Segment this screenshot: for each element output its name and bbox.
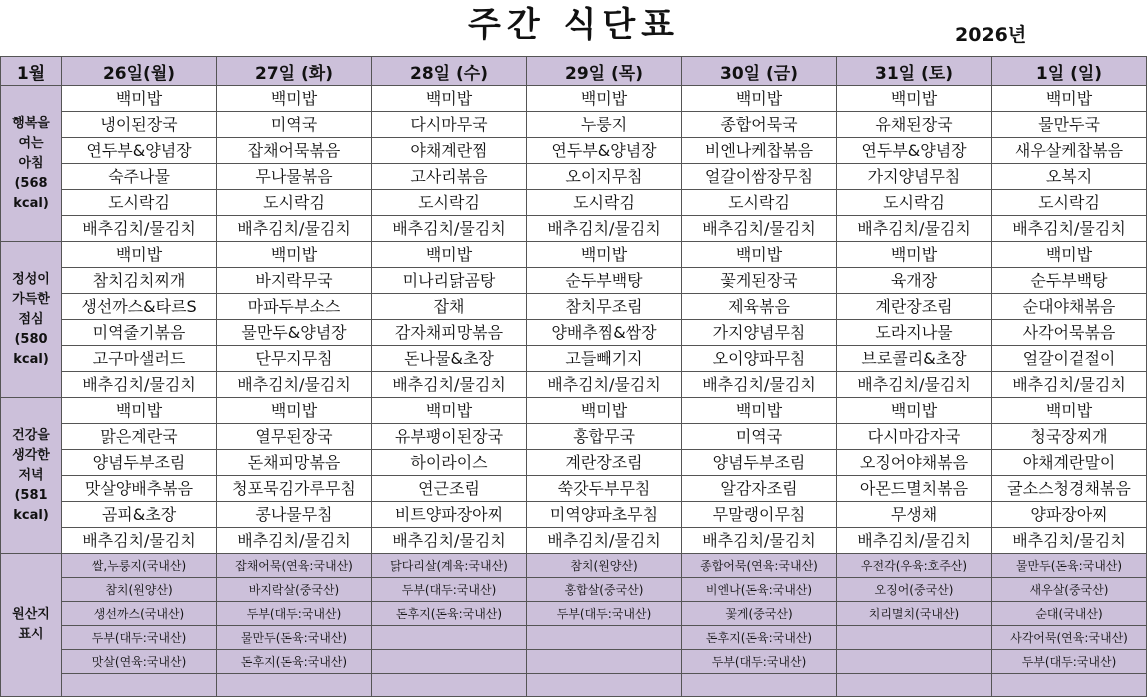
- menu-item: 하이라이스: [372, 450, 527, 476]
- section-label-line: 표시: [18, 627, 44, 642]
- menu-item: 가지양념무침: [682, 320, 837, 346]
- menu-item: 연근조림: [372, 476, 527, 502]
- menu-item: 도시락김: [837, 190, 992, 216]
- origin-item: 참치(원양산): [527, 554, 682, 578]
- section-label-line: (568: [14, 175, 48, 191]
- menu-item: 배추김치/물김치: [682, 372, 837, 398]
- origin-item: [62, 674, 217, 697]
- menu-item: 백미밥: [682, 86, 837, 112]
- menu-item: 무나물볶음: [217, 164, 372, 190]
- origin-item: 생선까스(국내산): [62, 602, 217, 626]
- menu-item: 무생채: [837, 502, 992, 528]
- menu-item: 맛살양배추볶음: [62, 476, 217, 502]
- menu-item: 물만두&양념장: [217, 320, 372, 346]
- day-header: 26일(월): [62, 57, 217, 86]
- menu-item: 감자채피망볶음: [372, 320, 527, 346]
- origin-item: 두부(대두:국내산): [527, 602, 682, 626]
- menu-item: 백미밥: [527, 86, 682, 112]
- menu-item: 배추김치/물김치: [372, 528, 527, 554]
- month-header: 1월: [1, 57, 62, 86]
- menu-item: 유채된장국: [837, 112, 992, 138]
- menu-row: [1, 502, 1147, 528]
- menu-item: 계란장조림: [527, 450, 682, 476]
- section-label-line: 점심: [18, 311, 44, 327]
- menu-item: 도라지나물: [837, 320, 992, 346]
- menu-row: [1, 424, 1147, 450]
- menu-item: 백미밥: [62, 398, 217, 424]
- menu-item: 백미밥: [217, 86, 372, 112]
- origin-item: [372, 650, 527, 674]
- menu-item: 연두부&양념장: [62, 138, 217, 164]
- origin-item: 두부(대두:국내산): [992, 650, 1147, 674]
- menu-item: 양념두부조림: [682, 450, 837, 476]
- menu-row: [1, 320, 1147, 346]
- menu-item: 열무된장국: [217, 424, 372, 450]
- menu-item: 바지락무국: [217, 268, 372, 294]
- menu-item: 백미밥: [682, 242, 837, 268]
- menu-item: 배추김치/물김치: [62, 372, 217, 398]
- menu-item: 백미밥: [992, 86, 1147, 112]
- origin-item: 닭다리살(계육:국내산): [372, 554, 527, 578]
- origin-item: 바지락살(중국산): [217, 578, 372, 602]
- section-label-line: 원산지: [12, 607, 50, 622]
- menu-item: 유부팽이된장국: [372, 424, 527, 450]
- origin-item: [682, 674, 837, 697]
- menu-item: 무말랭이무침: [682, 502, 837, 528]
- menu-item: 미역양파초무침: [527, 502, 682, 528]
- origin-row: [1, 674, 1147, 697]
- menu-item: 배추김치/물김치: [62, 216, 217, 242]
- menu-item: 백미밥: [372, 242, 527, 268]
- menu-item: 배추김치/물김치: [837, 216, 992, 242]
- menu-item: 단무지무침: [217, 346, 372, 372]
- menu-item: 얼갈이겉절이: [992, 346, 1147, 372]
- menu-row: [1, 372, 1147, 398]
- menu-item: 도시락김: [217, 190, 372, 216]
- menu-item: 오이양파무침: [682, 346, 837, 372]
- menu-item: 배추김치/물김치: [527, 372, 682, 398]
- page-title: 주간 식단표: [467, 5, 681, 45]
- origin-item: 물만두(돈육:국내산): [217, 626, 372, 650]
- menu-item: 꽃게된장국: [682, 268, 837, 294]
- menu-item: 맑은계란국: [62, 424, 217, 450]
- menu-item: 백미밥: [992, 398, 1147, 424]
- origin-item: 꽃게(중국산): [682, 602, 837, 626]
- section-label-line: 행복을: [12, 115, 50, 131]
- origin-item: 종합어묵(연육:국내산): [682, 554, 837, 578]
- menu-item: 쑥갓두부무침: [527, 476, 682, 502]
- menu-item: 곰피&초장: [62, 502, 217, 528]
- origin-row: [1, 602, 1147, 626]
- menu-item: 백미밥: [682, 398, 837, 424]
- menu-item: 미나리닭곰탕: [372, 268, 527, 294]
- menu-row: [1, 112, 1147, 138]
- origin-row: [1, 626, 1147, 650]
- menu-item: 양파장아찌: [992, 502, 1147, 528]
- menu-item: 잡채: [372, 294, 527, 320]
- menu-item: 냉이된장국: [62, 112, 217, 138]
- origin-item: [372, 674, 527, 697]
- origin-item: [527, 674, 682, 697]
- origin-item: 돈후지(돈육:국내산): [217, 650, 372, 674]
- menu-item: 배추김치/물김치: [992, 528, 1147, 554]
- menu-item: 백미밥: [62, 242, 217, 268]
- menu-item: 굴소스청경채볶음: [992, 476, 1147, 502]
- menu-item: 사각어묵볶음: [992, 320, 1147, 346]
- menu-item: 청국장찌개: [992, 424, 1147, 450]
- origin-row: [1, 554, 1147, 578]
- menu-item: 미역국: [217, 112, 372, 138]
- menu-item: 도시락김: [682, 190, 837, 216]
- menu-item: 백미밥: [527, 242, 682, 268]
- section-label: [1, 242, 62, 398]
- menu-item: 도시락김: [62, 190, 217, 216]
- menu-row: [1, 294, 1147, 320]
- menu-row: [1, 398, 1147, 424]
- origin-item: 두부(대두:국내산): [62, 626, 217, 650]
- menu-item: 돈채피망볶음: [217, 450, 372, 476]
- origin-item: 홍합살(중국산): [527, 578, 682, 602]
- menu-item: 순두부백탕: [992, 268, 1147, 294]
- menu-item: 배추김치/물김치: [217, 216, 372, 242]
- origin-item: 새우살(중국산): [992, 578, 1147, 602]
- menu-item: 청포묵김가루무침: [217, 476, 372, 502]
- menu-item: 잡채어묵볶음: [217, 138, 372, 164]
- section-label-line: kcal): [13, 507, 49, 523]
- day-header: 30일 (금): [682, 57, 837, 86]
- menu-row: [1, 138, 1147, 164]
- menu-item: 배추김치/물김치: [527, 528, 682, 554]
- menu-item: 배추김치/물김치: [682, 528, 837, 554]
- menu-item: 참치김치찌개: [62, 268, 217, 294]
- menu-item: 마파두부소스: [217, 294, 372, 320]
- menu-item: 백미밥: [837, 86, 992, 112]
- section-label-line: (580: [14, 331, 48, 347]
- menu-row: [1, 476, 1147, 502]
- day-header: 29일 (목): [527, 57, 682, 86]
- menu-item: 참치무조림: [527, 294, 682, 320]
- origin-item: [527, 650, 682, 674]
- section-label-line: kcal): [13, 351, 49, 367]
- origin-item: 두부(대두:국내산): [217, 602, 372, 626]
- menu-item: 고사리볶음: [372, 164, 527, 190]
- menu-item: 도시락김: [527, 190, 682, 216]
- menu-item: 배추김치/물김치: [62, 528, 217, 554]
- origin-item: 오징어(중국산): [837, 578, 992, 602]
- section-label-line: kcal): [13, 195, 49, 211]
- origin-item: 잡채어묵(연육:국내산): [217, 554, 372, 578]
- origin-item: 사각어묵(연육:국내산): [992, 626, 1147, 650]
- origin-item: 돈후지(돈육:국내산): [372, 602, 527, 626]
- origin-item: 맛살(연육:국내산): [62, 650, 217, 674]
- menu-item: 미역국: [682, 424, 837, 450]
- menu-row: [1, 528, 1147, 554]
- menu-item: 생선까스&타르S: [62, 294, 217, 320]
- menu-item: 순대야채볶음: [992, 294, 1147, 320]
- day-header: 31일 (토): [837, 57, 992, 86]
- menu-item: 백미밥: [992, 242, 1147, 268]
- menu-item: 배추김치/물김치: [837, 372, 992, 398]
- section-label-line: 가득한: [12, 291, 50, 307]
- section-label: [1, 86, 62, 242]
- menu-item: 백미밥: [217, 398, 372, 424]
- menu-item: 알감자조림: [682, 476, 837, 502]
- menu-item: 숙주나물: [62, 164, 217, 190]
- menu-row: [1, 164, 1147, 190]
- menu-item: 백미밥: [837, 398, 992, 424]
- menu-item: 백미밥: [217, 242, 372, 268]
- menu-row: [1, 346, 1147, 372]
- origin-item: [837, 650, 992, 674]
- menu-item: 오징어야채볶음: [837, 450, 992, 476]
- menu-item: 다시마무국: [372, 112, 527, 138]
- origin-item: [527, 626, 682, 650]
- origin-item: [837, 626, 992, 650]
- day-header: 28일 (수): [372, 57, 527, 86]
- menu-item: 도시락김: [372, 190, 527, 216]
- origin-row: [1, 578, 1147, 602]
- menu-item: 아몬드멸치볶음: [837, 476, 992, 502]
- menu-item: 콩나물무침: [217, 502, 372, 528]
- origin-row: [1, 650, 1147, 674]
- origin-item: 치리멸치(국내산): [837, 602, 992, 626]
- menu-item: 배추김치/물김치: [372, 216, 527, 242]
- section-label: [1, 398, 62, 554]
- origin-item: 우전각(우육:호주산): [837, 554, 992, 578]
- menu-item: 오복지: [992, 164, 1147, 190]
- day-header: 1일 (일): [992, 57, 1147, 86]
- menu-table: [0, 56, 1147, 697]
- menu-item: 야채계란찜: [372, 138, 527, 164]
- menu-row: [1, 268, 1147, 294]
- menu-item: 순두부백탕: [527, 268, 682, 294]
- menu-item: 배추김치/물김치: [217, 372, 372, 398]
- origin-item: 돈후지(돈육:국내산): [682, 626, 837, 650]
- menu-item: 가지양념무침: [837, 164, 992, 190]
- menu-item: 백미밥: [372, 86, 527, 112]
- menu-row: [1, 450, 1147, 476]
- menu-item: 비트양파장아찌: [372, 502, 527, 528]
- origin-item: [837, 674, 992, 697]
- menu-item: 배추김치/물김치: [217, 528, 372, 554]
- section-label-line: 저녁: [18, 467, 44, 483]
- menu-item: 백미밥: [62, 86, 217, 112]
- menu-item: 제육볶음: [682, 294, 837, 320]
- header-row: [1, 57, 1147, 86]
- year-label: 2026년: [955, 24, 1027, 46]
- menu-item: 얼갈이쌈장무침: [682, 164, 837, 190]
- menu-item: 고들빼기지: [527, 346, 682, 372]
- day-header: 27일 (화): [217, 57, 372, 86]
- menu-item: 백미밥: [527, 398, 682, 424]
- menu-item: 계란장조림: [837, 294, 992, 320]
- section-label-line: 생각한: [12, 447, 50, 463]
- menu-item: 배추김치/물김치: [372, 372, 527, 398]
- menu-item: 누룽지: [527, 112, 682, 138]
- menu-item: 백미밥: [372, 398, 527, 424]
- menu-row: [1, 216, 1147, 242]
- menu-row: [1, 242, 1147, 268]
- menu-item: 돈나물&초장: [372, 346, 527, 372]
- menu-item: 배추김치/물김치: [992, 372, 1147, 398]
- menu-item: 배추김치/물김치: [992, 216, 1147, 242]
- section-label-line: 건강을: [12, 427, 50, 443]
- menu-item: 백미밥: [837, 242, 992, 268]
- menu-item: 연두부&양념장: [527, 138, 682, 164]
- menu-item: 양배추찜&쌈장: [527, 320, 682, 346]
- origin-item: 순대(국내산): [992, 602, 1147, 626]
- origin-item: [372, 626, 527, 650]
- origin-item: 쌀,누룽지(국내산): [62, 554, 217, 578]
- section-label: [1, 554, 62, 697]
- origin-item: 비엔나(돈육:국내산): [682, 578, 837, 602]
- menu-row: [1, 190, 1147, 216]
- menu-item: 연두부&양념장: [837, 138, 992, 164]
- origin-item: 두부(대두:국내산): [682, 650, 837, 674]
- menu-item: 다시마감자국: [837, 424, 992, 450]
- section-label-line: 여는: [18, 135, 44, 151]
- menu-item: 브로콜리&초장: [837, 346, 992, 372]
- menu-item: 배추김치/물김치: [682, 216, 837, 242]
- menu-item: 오이지무침: [527, 164, 682, 190]
- menu-item: 종합어묵국: [682, 112, 837, 138]
- menu-item: 육개장: [837, 268, 992, 294]
- menu-item: 새우살케찹볶음: [992, 138, 1147, 164]
- menu-item: 물만두국: [992, 112, 1147, 138]
- section-label-line: 아침: [18, 155, 44, 171]
- menu-item: 비엔나케찹볶음: [682, 138, 837, 164]
- origin-item: [992, 674, 1147, 697]
- origin-item: [217, 674, 372, 697]
- origin-item: 물만두(돈육:국내산): [992, 554, 1147, 578]
- menu-item: 미역줄기볶음: [62, 320, 217, 346]
- section-label-line: 정성이: [12, 271, 50, 287]
- menu-item: 야채계란말이: [992, 450, 1147, 476]
- origin-item: 참치(원양산): [62, 578, 217, 602]
- menu-item: 홍합무국: [527, 424, 682, 450]
- menu-item: 배추김치/물김치: [837, 528, 992, 554]
- menu-item: 배추김치/물김치: [527, 216, 682, 242]
- section-label-line: (581: [14, 487, 48, 503]
- origin-item: 두부(대두:국내산): [372, 578, 527, 602]
- menu-item: 도시락김: [992, 190, 1147, 216]
- menu-row: [1, 86, 1147, 112]
- menu-item: 양념두부조림: [62, 450, 217, 476]
- menu-item: 고구마샐러드: [62, 346, 217, 372]
